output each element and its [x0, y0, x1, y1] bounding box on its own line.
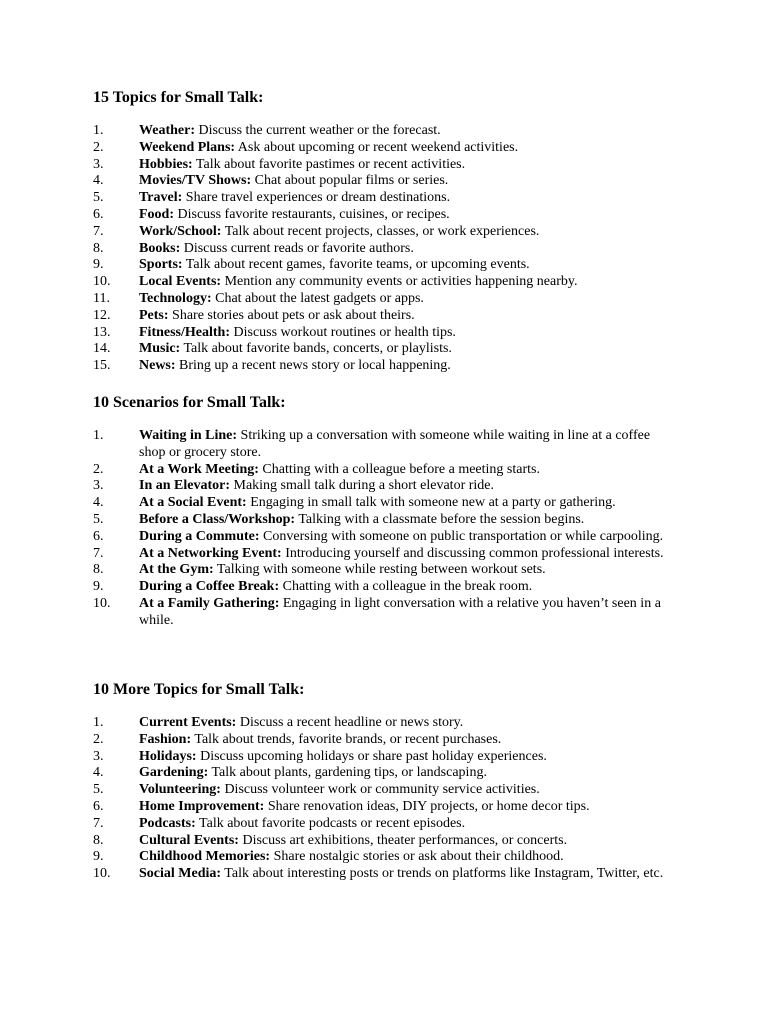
list-item-number: 2. — [93, 731, 104, 747]
list-item-label: At a Networking Event: — [139, 545, 282, 561]
list-item-label: Waiting in Line: — [139, 428, 238, 443]
list-item-label: Travel: — [139, 190, 183, 206]
list-item-number: 5. — [93, 782, 104, 798]
list-item — [0, 732, 768, 749]
list-item — [0, 308, 768, 325]
list-item-number: 9. — [93, 849, 104, 865]
list-item — [0, 325, 768, 342]
list-item-text: Share renovation ideas, DIY projects, or home decor tips. — [264, 798, 590, 814]
list-item-label: Fitness/Health: — [139, 324, 230, 340]
list-item — [0, 849, 768, 866]
list-item-number: 8. — [93, 240, 104, 256]
list-item-text: Talking with someone while resting between workout sets. — [213, 562, 546, 578]
list-item-label: At a Family Gathering: — [139, 595, 280, 611]
list-item-text: Chat about popular films or series. — [251, 173, 449, 189]
list-item-number: 12. — [93, 307, 111, 323]
list-item-text: Talking with a classmate before the session begins. — [295, 511, 585, 527]
list-item-label: During a Coffee Break: — [139, 579, 280, 595]
list-item — [0, 478, 768, 495]
more-topic-list — [0, 715, 768, 883]
list-item-text: Share stories about pets or ask about theirs. — [168, 307, 415, 323]
list-item-number: 5. — [93, 511, 104, 527]
list-item-text: Discuss a recent headline or news story. — [236, 715, 464, 730]
list-item-number: 3. — [93, 748, 104, 764]
list-item-text: Talk about favorite pastimes or recent activities. — [192, 156, 466, 172]
list-item-number: 15. — [93, 358, 111, 374]
list-item-label: Technology: — [139, 290, 212, 306]
list-item-text: Engaging in light conversation with a relative you haven’t seen in a while. — [139, 595, 661, 628]
list-item-text: Discuss current reads or favorite authors. — [180, 240, 414, 256]
list-item — [0, 512, 768, 529]
list-item — [0, 546, 768, 563]
list-item-number: 5. — [93, 190, 104, 206]
list-item-label: Social Media: — [139, 866, 222, 882]
list-item-number: 10. — [93, 274, 111, 290]
list-item-label: Food: — [139, 206, 174, 222]
list-item-number: 6. — [93, 206, 104, 222]
list-item-label: Gardening: — [139, 765, 209, 781]
list-item — [0, 173, 768, 190]
list-item-label: Music: — [139, 341, 181, 357]
list-item-text: Share nostalgic stories or ask about their childhood. — [270, 849, 564, 865]
list-item-number: 7. — [93, 815, 104, 831]
list-item-number: 4. — [93, 765, 104, 781]
list-item-text: Discuss upcoming holidays or share past holiday experiences. — [196, 748, 547, 764]
list-item-text: Talk about favorite podcasts or recent episodes. — [195, 815, 466, 831]
list-item-number: 13. — [93, 324, 111, 340]
list-item — [0, 799, 768, 816]
list-item-text: Discuss volunteer work or community service activities. — [220, 782, 540, 798]
list-item — [0, 816, 768, 833]
list-item — [0, 833, 768, 850]
list-item-label: Holidays: — [139, 748, 197, 764]
list-item-text: Chatting with a colleague before a meeting starts. — [258, 461, 540, 477]
list-item-text: Talk about interesting posts or trends on platforms like Instagram, Twitter, etc. — [221, 866, 664, 882]
list-item-text: Talk about favorite bands, concerts, or playlists. — [180, 341, 452, 357]
list-item — [0, 291, 768, 308]
list-item-text: Talk about plants, gardening tips, or landscaping. — [208, 765, 487, 781]
section-title: 15 Topics for Small Talk: — [93, 89, 264, 106]
list-item-label: Local Events: — [139, 274, 222, 290]
list-item-label: Sports: — [139, 257, 183, 273]
list-item-label: In an Elevator: — [139, 478, 230, 494]
list-item — [0, 579, 768, 596]
list-item — [0, 140, 768, 157]
list-item-label: Volunteering: — [139, 782, 221, 798]
list-item-number: 2. — [93, 461, 104, 477]
scenario-list — [0, 428, 768, 630]
list-item-label: At the Gym: — [139, 562, 214, 578]
list-item — [0, 157, 768, 174]
list-item-number: 6. — [93, 528, 104, 544]
section-title: 10 More Topics for Small Talk: — [93, 681, 305, 698]
list-item — [0, 866, 768, 883]
list-item — [0, 562, 768, 579]
list-item — [0, 596, 768, 630]
list-item-label: Fashion: — [139, 731, 192, 747]
list-item-number: 4. — [93, 495, 104, 511]
list-item-text: Discuss art exhibitions, theater performances, or concerts. — [238, 832, 568, 848]
list-item-text: Making small talk during a short elevator ride. — [230, 478, 494, 494]
list-item — [0, 529, 768, 546]
list-item — [0, 274, 768, 291]
list-item — [0, 224, 768, 241]
list-item-label: Weather: — [139, 123, 195, 138]
list-item-number: 11. — [93, 290, 110, 306]
list-item-number: 1. — [93, 715, 104, 730]
list-item-text: Discuss the current weather or the forecast. — [194, 123, 441, 138]
list-item-label: Movies/TV Shows: — [139, 173, 252, 189]
list-item-text: Engaging in small talk with someone new at a party or gathering. — [246, 495, 616, 511]
list-item-label: Hobbies: — [139, 156, 193, 172]
list-item — [0, 190, 768, 207]
list-item-number: 7. — [93, 223, 104, 239]
list-item — [0, 495, 768, 512]
list-item-label: At a Work Meeting: — [139, 461, 259, 477]
list-item-text: Mention any community events or activities happening nearby. — [221, 274, 578, 290]
list-item-text: Share travel experiences or dream destinations. — [182, 190, 451, 206]
list-item-text: Talk about recent projects, classes, or work experiences. — [221, 223, 540, 239]
list-item-number: 1. — [93, 123, 104, 138]
list-item — [0, 462, 768, 479]
list-item — [0, 715, 768, 732]
list-item-label: News: — [139, 358, 176, 374]
list-item-label: Weekend Plans: — [139, 139, 236, 155]
list-item-number: 6. — [93, 798, 104, 814]
list-item — [0, 341, 768, 358]
list-item-text: Talk about trends, favorite brands, or recent purchases. — [191, 731, 502, 747]
list-item-label: Childhood Memories: — [139, 849, 271, 865]
list-item — [0, 782, 768, 799]
list-item — [0, 765, 768, 782]
list-item-text: Striking up a conversation with someone while waiting in line at a coffee shop or grocery store. — [139, 428, 651, 460]
list-item-number: 14. — [93, 341, 111, 357]
list-item-text: Discuss favorite restaurants, cuisines, or recipes. — [174, 206, 450, 222]
list-item-number: 8. — [93, 562, 104, 578]
list-item-label: Before a Class/Workshop: — [139, 511, 296, 527]
list-item — [0, 428, 768, 462]
list-item-number: 9. — [93, 257, 104, 273]
list-item-number: 8. — [93, 832, 104, 848]
list-item-text: Talk about recent games, favorite teams, or upcoming events. — [182, 257, 530, 273]
list-item-label: At a Social Event: — [139, 495, 247, 511]
list-item — [0, 207, 768, 224]
list-item-label: Books: — [139, 240, 181, 256]
list-item — [0, 241, 768, 258]
list-item-label: Cultural Events: — [139, 832, 239, 848]
list-item-label: Pets: — [139, 307, 169, 323]
section-title: 10 Scenarios for Small Talk: — [93, 394, 286, 411]
list-item-number: 7. — [93, 545, 104, 561]
topic-list — [0, 123, 768, 375]
list-item-text: Chat about the latest gadgets or apps. — [211, 290, 424, 306]
list-item — [0, 749, 768, 766]
list-item — [0, 257, 768, 274]
list-item — [0, 123, 768, 140]
list-item-number: 3. — [93, 156, 104, 172]
list-item-number: 1. — [93, 428, 104, 443]
list-item-number: 10. — [93, 595, 111, 611]
list-item-text: Introducing yourself and discussing common professional interests. — [281, 545, 664, 561]
list-item-text: Conversing with someone on public transportation or while carpooling. — [259, 528, 664, 544]
list-item-text: Ask about upcoming or recent weekend activities. — [235, 139, 519, 155]
list-item-label: Home Improvement: — [139, 798, 265, 814]
list-item-number: 3. — [93, 478, 104, 494]
list-item-number: 9. — [93, 579, 104, 595]
list-item-label: Work/School: — [139, 223, 222, 239]
list-item-number: 4. — [93, 173, 104, 189]
list-item-number: 2. — [93, 139, 104, 155]
list-item-number: 10. — [93, 866, 111, 882]
list-item-label: During a Commute: — [139, 528, 260, 544]
list-item — [0, 358, 768, 375]
list-item-text: Chatting with a colleague in the break room. — [279, 579, 533, 595]
list-item-label: Current Events: — [139, 715, 237, 730]
list-item-label: Podcasts: — [139, 815, 196, 831]
list-item-text: Discuss workout routines or health tips. — [230, 324, 456, 340]
list-item-text: Bring up a recent news story or local happening. — [175, 358, 451, 374]
